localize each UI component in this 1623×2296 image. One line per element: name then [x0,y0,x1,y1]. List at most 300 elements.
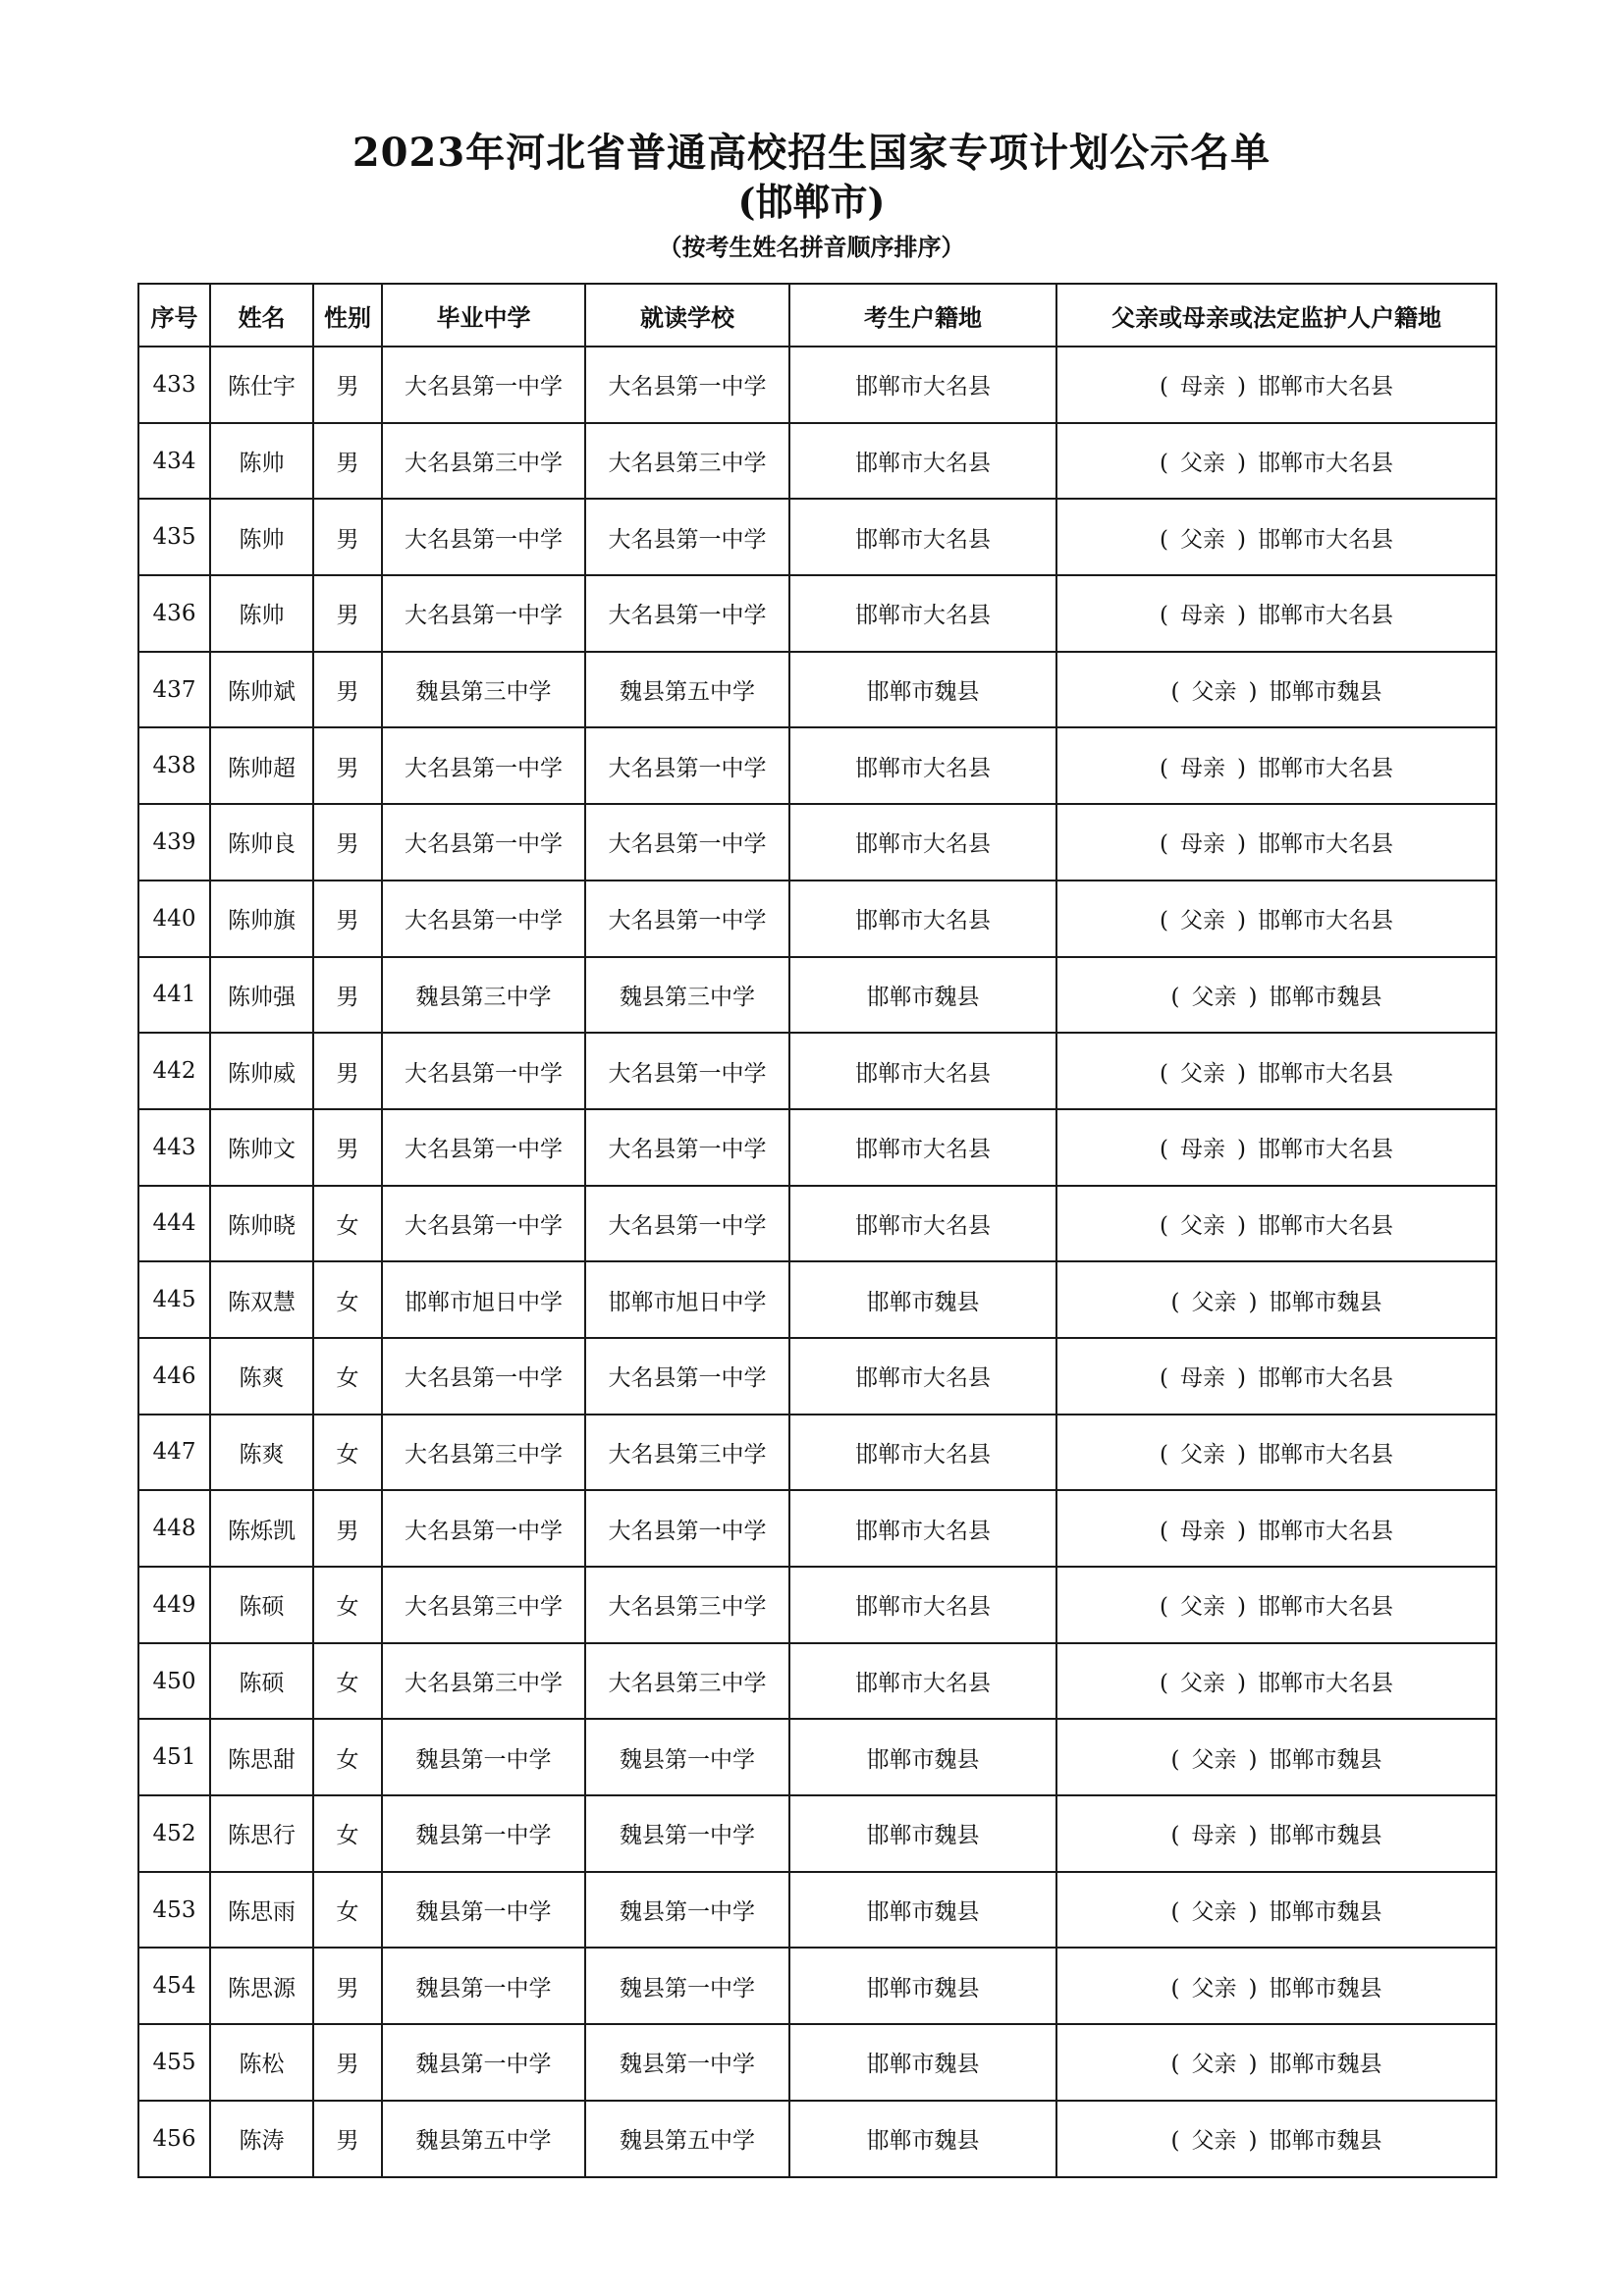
cell-current-school: 魏县第一中学 [585,1948,789,2024]
cell-gender: 女 [313,1186,382,1262]
cell-gender: 男 [313,1033,382,1109]
cell-current-school: 魏县第五中学 [585,652,789,728]
cell-household-registration: 邯郸市大名县 [789,1033,1056,1109]
cell-current-school: 大名县第一中学 [585,575,789,652]
cell-current-school: 大名县第一中学 [585,1338,789,1415]
cell-graduation-school: 大名县第一中学 [382,1033,585,1109]
cell-gender: 女 [313,1795,382,1872]
table-row [138,652,1496,728]
cell-index: 449 [138,1567,210,1643]
paren-open: ( [1160,1671,1168,1697]
cell-guardian-registration [1056,499,1496,575]
table-row [138,499,1496,575]
paren-open: ( [1160,526,1168,553]
cell-gender: 男 [313,881,382,957]
guardian-relation: 母亲 [1191,1823,1237,1849]
cell-guardian-registration [1056,1261,1496,1338]
cell-index: 436 [138,575,210,652]
cell-household-registration: 邯郸市魏县 [789,2024,1056,2101]
cell-name: 陈帅 [210,499,313,575]
cell-gender: 男 [313,727,382,804]
guardian-relation: 父亲 [1191,1746,1237,1773]
cell-name: 陈帅 [210,575,313,652]
guardian-place: 邯郸市魏县 [1269,679,1382,706]
guardian-place: 邯郸市大名县 [1257,526,1393,553]
paren-close: ) [1237,1137,1246,1163]
cell-guardian-registration [1056,804,1496,881]
table-row [138,1872,1496,1949]
cell-gender: 男 [313,1948,382,2024]
cell-graduation-school: 魏县第三中学 [382,652,585,728]
header-gender: 性别 [313,284,382,347]
table-row [138,1186,1496,1262]
paren-close: ) [1248,2128,1258,2155]
paren-open: ( [1160,1518,1168,1544]
cell-household-registration: 邯郸市魏县 [789,1261,1056,1338]
table-row [138,2101,1496,2177]
cell-household-registration: 邯郸市大名县 [789,804,1056,881]
table-row [138,1567,1496,1643]
paren-open: ( [1170,984,1180,1010]
cell-household-registration: 邯郸市大名县 [789,1186,1056,1262]
cell-guardian-registration [1056,1872,1496,1949]
cell-name: 陈思雨 [210,1872,313,1949]
cell-index: 451 [138,1719,210,1795]
cell-name: 陈硕 [210,1643,313,1720]
paren-close: ) [1248,679,1258,706]
table-row [138,1490,1496,1567]
cell-name: 陈爽 [210,1415,313,1491]
cell-name: 陈松 [210,2024,313,2101]
guardian-place: 邯郸市大名县 [1257,908,1393,934]
table-row [138,575,1496,652]
cell-index: 454 [138,1948,210,2024]
paren-close: ) [1237,831,1246,858]
guardian-place: 邯郸市大名县 [1257,374,1393,400]
guardian-place: 邯郸市魏县 [1269,1899,1382,1926]
cell-guardian-registration [1056,1567,1496,1643]
guardian-relation: 父亲 [1180,1060,1225,1087]
cell-name: 陈帅旗 [210,881,313,957]
paren-open: ( [1160,831,1168,858]
cell-guardian-registration [1056,1643,1496,1720]
cell-guardian-registration [1056,347,1496,423]
table-row [138,1795,1496,1872]
cell-name: 陈涛 [210,2101,313,2177]
cell-graduation-school: 大名县第一中学 [382,575,585,652]
cell-index: 452 [138,1795,210,1872]
paren-open: ( [1170,1975,1180,2002]
cell-current-school: 大名县第一中学 [585,499,789,575]
guardian-place: 邯郸市魏县 [1269,2052,1382,2078]
paren-close: ) [1237,1441,1246,1468]
cell-index: 435 [138,499,210,575]
cell-graduation-school: 大名县第三中学 [382,1567,585,1643]
guardian-place: 邯郸市大名县 [1257,1212,1393,1239]
cell-household-registration: 邯郸市魏县 [789,652,1056,728]
header-guardian-registration: 父亲或母亲或法定监护人户籍地 [1056,284,1496,347]
cell-graduation-school: 魏县第一中学 [382,1872,585,1949]
header-row [138,284,1496,347]
table-row [138,957,1496,1034]
cell-graduation-school: 魏县第三中学 [382,957,585,1034]
cell-index: 453 [138,1872,210,1949]
paren-open: ( [1160,1212,1168,1239]
guardian-place: 邯郸市大名县 [1257,1518,1393,1544]
cell-gender: 男 [313,499,382,575]
cell-guardian-registration [1056,1186,1496,1262]
table-body [138,347,1496,2177]
cell-gender: 男 [313,423,382,500]
cell-name: 陈帅文 [210,1109,313,1186]
cell-name: 陈思源 [210,1948,313,2024]
cell-gender: 女 [313,1338,382,1415]
cell-name: 陈帅良 [210,804,313,881]
header-graduation-school: 毕业中学 [382,284,585,347]
cell-name: 陈思甜 [210,1719,313,1795]
document-title: 2023年河北省普通高校招生国家专项计划公示名单 [352,130,1271,176]
document-subtitle: (邯郸市) [737,180,886,224]
cell-current-school: 大名县第一中学 [585,804,789,881]
guardian-relation: 母亲 [1180,1365,1225,1392]
cell-household-registration: 邯郸市大名县 [789,881,1056,957]
cell-graduation-school: 魏县第一中学 [382,1948,585,2024]
paren-open: ( [1160,603,1168,629]
paren-open: ( [1160,908,1168,934]
cell-current-school: 大名县第一中学 [585,1109,789,1186]
table-row [138,1719,1496,1795]
cell-household-registration: 邯郸市魏县 [789,1872,1056,1949]
table-header [138,284,1496,347]
cell-graduation-school: 大名县第三中学 [382,1643,585,1720]
cell-graduation-school: 大名县第一中学 [382,727,585,804]
cell-current-school: 魏县第一中学 [585,1719,789,1795]
paren-close: ) [1237,755,1246,781]
cell-guardian-registration [1056,652,1496,728]
guardian-relation: 母亲 [1180,755,1225,781]
cell-name: 陈帅晓 [210,1186,313,1262]
guardian-relation: 母亲 [1180,1137,1225,1163]
guardian-relation: 父亲 [1180,526,1225,553]
cell-current-school: 大名县第一中学 [585,1033,789,1109]
table-row [138,347,1496,423]
guardian-relation: 父亲 [1180,1212,1225,1239]
cell-gender: 男 [313,2024,382,2101]
header-current-school: 就读学校 [585,284,789,347]
guardian-place: 邯郸市魏县 [1269,1823,1382,1849]
paren-open: ( [1160,374,1168,400]
cell-household-registration: 邯郸市大名县 [789,575,1056,652]
cell-current-school: 大名县第三中学 [585,1643,789,1720]
guardian-place: 邯郸市大名县 [1257,451,1393,477]
paren-open: ( [1170,679,1180,706]
cell-household-registration: 邯郸市大名县 [789,499,1056,575]
paren-close: ) [1248,1975,1258,2002]
cell-index: 433 [138,347,210,423]
cell-graduation-school: 大名县第一中学 [382,804,585,881]
guardian-relation: 父亲 [1191,2128,1237,2155]
guardian-relation: 父亲 [1180,908,1225,934]
cell-index: 437 [138,652,210,728]
cell-current-school: 魏县第一中学 [585,2024,789,2101]
cell-graduation-school: 魏县第一中学 [382,2024,585,2101]
cell-index: 439 [138,804,210,881]
cell-name: 陈帅超 [210,727,313,804]
cell-current-school: 魏县第五中学 [585,2101,789,2177]
cell-household-registration: 邯郸市大名县 [789,1643,1056,1720]
guardian-relation: 父亲 [1191,984,1237,1010]
guardian-relation: 母亲 [1180,1518,1225,1544]
cell-household-registration: 邯郸市大名县 [789,1567,1056,1643]
cell-guardian-registration [1056,957,1496,1034]
cell-guardian-registration [1056,575,1496,652]
cell-household-registration: 邯郸市大名县 [789,347,1056,423]
cell-current-school: 大名县第三中学 [585,423,789,500]
cell-household-registration: 邯郸市魏县 [789,1795,1056,1872]
cell-current-school: 魏县第三中学 [585,957,789,1034]
cell-name: 陈双慧 [210,1261,313,1338]
sort-note: （按考生姓名拼音顺序排序） [658,234,965,261]
paren-open: ( [1170,1289,1180,1315]
cell-index: 445 [138,1261,210,1338]
paren-close: ) [1248,1746,1258,1773]
cell-gender: 女 [313,1415,382,1491]
cell-gender: 男 [313,1109,382,1186]
cell-name: 陈爽 [210,1338,313,1415]
cell-current-school: 大名县第三中学 [585,1415,789,1491]
cell-gender: 男 [313,957,382,1034]
paren-open: ( [1170,1746,1180,1773]
cell-household-registration: 邯郸市大名县 [789,1109,1056,1186]
cell-guardian-registration [1056,881,1496,957]
paren-open: ( [1160,1365,1168,1392]
paren-close: ) [1237,908,1246,934]
guardian-relation: 父亲 [1191,679,1237,706]
cell-graduation-school: 大名县第一中学 [382,881,585,957]
cell-gender: 男 [313,347,382,423]
cell-guardian-registration [1056,1415,1496,1491]
cell-name: 陈烁凯 [210,1490,313,1567]
guardian-place: 邯郸市大名县 [1257,603,1393,629]
cell-name: 陈仕宇 [210,347,313,423]
cell-household-registration: 邯郸市大名县 [789,1490,1056,1567]
cell-name: 陈帅斌 [210,652,313,728]
cell-gender: 男 [313,652,382,728]
cell-gender: 女 [313,1261,382,1338]
guardian-place: 邯郸市魏县 [1269,1975,1382,2002]
cell-graduation-school: 邯郸市旭日中学 [382,1261,585,1338]
cell-graduation-school: 大名县第一中学 [382,499,585,575]
cell-current-school: 大名县第一中学 [585,347,789,423]
cell-current-school: 大名县第一中学 [585,1490,789,1567]
guardian-place: 邯郸市大名县 [1257,1671,1393,1697]
cell-current-school: 魏县第一中学 [585,1872,789,1949]
cell-gender: 女 [313,1872,382,1949]
cell-index: 444 [138,1186,210,1262]
guardian-place: 邯郸市大名县 [1257,831,1393,858]
paren-open: ( [1160,1441,1168,1468]
cell-index: 456 [138,2101,210,2177]
guardian-relation: 父亲 [1191,1289,1237,1315]
paren-close: ) [1237,1212,1246,1239]
header-index: 序号 [138,284,210,347]
table-row [138,1109,1496,1186]
cell-gender: 女 [313,1719,382,1795]
cell-graduation-school: 魏县第五中学 [382,2101,585,2177]
cell-gender: 女 [313,1567,382,1643]
cell-graduation-school: 大名县第一中学 [382,1490,585,1567]
paren-close: ) [1237,374,1246,400]
guardian-relation: 父亲 [1180,451,1225,477]
cell-index: 443 [138,1109,210,1186]
cell-household-registration: 邯郸市大名县 [789,1415,1056,1491]
cell-graduation-school: 大名县第一中学 [382,347,585,423]
paren-open: ( [1160,1137,1168,1163]
guardian-relation: 母亲 [1180,374,1225,400]
header-household-registration: 考生户籍地 [789,284,1056,347]
cell-guardian-registration [1056,2024,1496,2101]
cell-current-school: 大名县第三中学 [585,1567,789,1643]
guardian-place: 邯郸市大名县 [1257,1594,1393,1621]
guardian-place: 邯郸市大名县 [1257,1060,1393,1087]
guardian-place: 邯郸市魏县 [1269,2128,1382,2155]
cell-index: 450 [138,1643,210,1720]
cell-name: 陈帅 [210,423,313,500]
cell-guardian-registration [1056,727,1496,804]
cell-household-registration: 邯郸市魏县 [789,957,1056,1034]
cell-guardian-registration [1056,1948,1496,2024]
paren-close: ) [1248,984,1258,1010]
paren-open: ( [1160,755,1168,781]
guardian-place: 邯郸市大名县 [1257,1441,1393,1468]
cell-graduation-school: 大名县第一中学 [382,1186,585,1262]
cell-household-registration: 邯郸市魏县 [789,1948,1056,2024]
cell-index: 448 [138,1490,210,1567]
paren-open: ( [1170,2052,1180,2078]
table-row [138,1261,1496,1338]
guardian-relation: 父亲 [1180,1441,1225,1468]
cell-gender: 女 [313,1643,382,1720]
guardian-relation: 父亲 [1180,1594,1225,1621]
table-row [138,804,1496,881]
cell-guardian-registration [1056,1795,1496,1872]
cell-graduation-school: 大名县第一中学 [382,1338,585,1415]
roster-table [137,283,1497,2178]
paren-close: ) [1237,451,1246,477]
cell-index: 440 [138,881,210,957]
guardian-relation: 母亲 [1180,831,1225,858]
cell-graduation-school: 大名县第三中学 [382,423,585,500]
paren-open: ( [1170,1899,1180,1926]
cell-index: 441 [138,957,210,1034]
cell-graduation-school: 大名县第一中学 [382,1109,585,1186]
document-header [0,128,1623,267]
paren-open: ( [1160,1594,1168,1621]
paren-close: ) [1248,1823,1258,1849]
cell-index: 446 [138,1338,210,1415]
cell-graduation-school: 大名县第三中学 [382,1415,585,1491]
cell-name: 陈帅强 [210,957,313,1034]
guardian-relation: 父亲 [1180,1671,1225,1697]
cell-name: 陈硕 [210,1567,313,1643]
table-row [138,1643,1496,1720]
table-row [138,2024,1496,2101]
guardian-place: 邯郸市大名县 [1257,1137,1393,1163]
cell-gender: 男 [313,1490,382,1567]
table-row [138,1033,1496,1109]
cell-name: 陈思行 [210,1795,313,1872]
cell-current-school: 邯郸市旭日中学 [585,1261,789,1338]
cell-graduation-school: 魏县第一中学 [382,1795,585,1872]
table-row [138,423,1496,500]
paren-close: ) [1237,1060,1246,1087]
header-name: 姓名 [210,284,313,347]
cell-index: 434 [138,423,210,500]
table-row [138,881,1496,957]
cell-household-registration: 邯郸市大名县 [789,727,1056,804]
cell-household-registration: 邯郸市魏县 [789,1719,1056,1795]
table-row [138,1415,1496,1491]
paren-open: ( [1160,451,1168,477]
paren-close: ) [1237,1365,1246,1392]
paren-close: ) [1237,1518,1246,1544]
cell-guardian-registration [1056,2101,1496,2177]
guardian-place: 邯郸市魏县 [1269,984,1382,1010]
paren-close: ) [1248,1289,1258,1315]
guardian-relation: 父亲 [1191,2052,1237,2078]
cell-guardian-registration [1056,1109,1496,1186]
guardian-place: 邯郸市大名县 [1257,1365,1393,1392]
cell-guardian-registration [1056,1338,1496,1415]
paren-close: ) [1248,2052,1258,2078]
paren-open: ( [1170,1823,1180,1849]
cell-gender: 男 [313,575,382,652]
cell-index: 447 [138,1415,210,1491]
cell-guardian-registration [1056,1033,1496,1109]
cell-graduation-school: 魏县第一中学 [382,1719,585,1795]
cell-household-registration: 邯郸市大名县 [789,1338,1056,1415]
cell-guardian-registration [1056,1719,1496,1795]
guardian-relation: 父亲 [1191,1899,1237,1926]
paren-close: ) [1248,1899,1258,1926]
cell-household-registration: 邯郸市大名县 [789,423,1056,500]
cell-index: 442 [138,1033,210,1109]
cell-name: 陈帅威 [210,1033,313,1109]
guardian-place: 邯郸市魏县 [1269,1289,1382,1315]
cell-current-school: 大名县第一中学 [585,881,789,957]
paren-close: ) [1237,1671,1246,1697]
paren-open: ( [1170,2128,1180,2155]
table-row [138,1338,1496,1415]
cell-guardian-registration [1056,423,1496,500]
cell-gender: 男 [313,804,382,881]
guardian-place: 邯郸市魏县 [1269,1746,1382,1773]
cell-current-school: 大名县第一中学 [585,727,789,804]
cell-guardian-registration [1056,1490,1496,1567]
paren-close: ) [1237,603,1246,629]
guardian-relation: 母亲 [1180,603,1225,629]
paren-open: ( [1160,1060,1168,1087]
guardian-relation: 父亲 [1191,1975,1237,2002]
cell-index: 438 [138,727,210,804]
table-row [138,727,1496,804]
paren-close: ) [1237,1594,1246,1621]
guardian-place: 邯郸市大名县 [1257,755,1393,781]
cell-gender: 男 [313,2101,382,2177]
table-row [138,1948,1496,2024]
cell-index: 455 [138,2024,210,2101]
cell-current-school: 大名县第一中学 [585,1186,789,1262]
